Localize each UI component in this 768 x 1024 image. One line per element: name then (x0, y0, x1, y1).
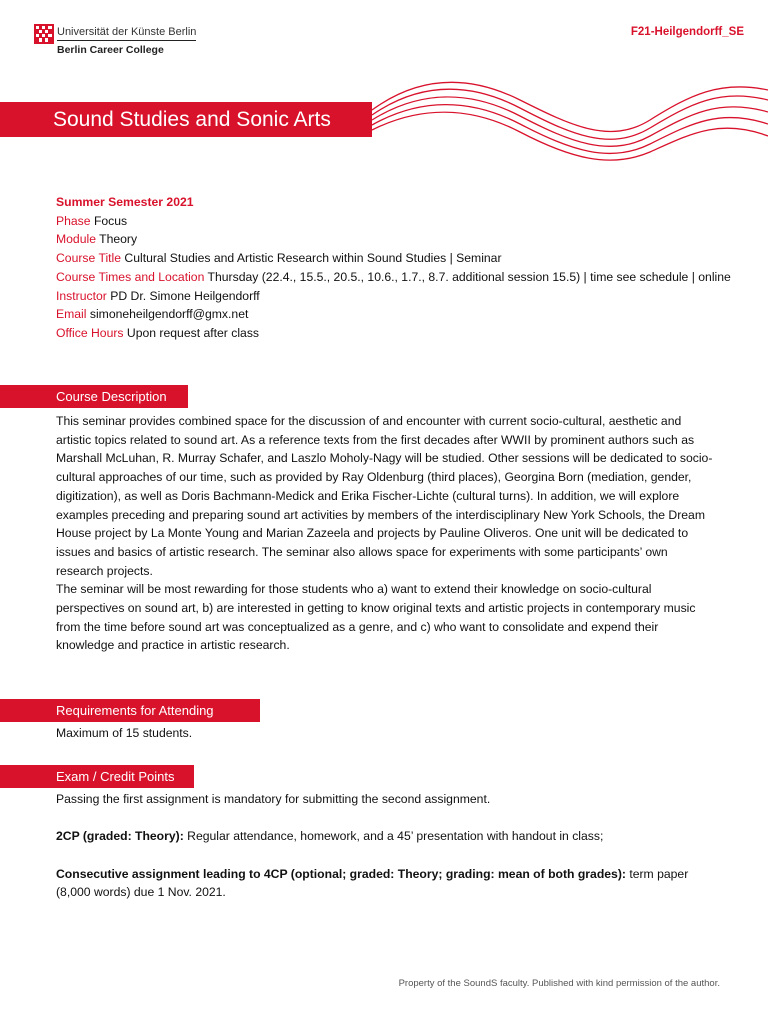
exam-2cp-text: Regular attendance, homework, and a 45’ presentation with handout in class; (183, 829, 604, 844)
info-row-email (56, 305, 736, 324)
page-title: Sound Studies and Sonic Arts (53, 108, 331, 131)
info-value: Theory (95, 232, 138, 247)
college-name: Berlin Career College (57, 44, 164, 56)
section-title: Requirements for Attending (56, 703, 214, 718)
section-title: Course Description (56, 389, 167, 404)
header-rule (57, 40, 196, 41)
exam-2cp (56, 827, 718, 846)
info-row-office-hours (56, 324, 736, 343)
info-label: Course Times and Location (56, 269, 205, 284)
description-paragraph: The seminar will be most rewarding for those students who a) want to extend their knowledge on socio-cultural perspectives on sound art, b) are interested in getting to know original texts and artistic projects in contemporary music from the time before sound art was conceptualized as a genre, and c) who want to consolidate and expend their knowledge and practice in artistic research. (56, 582, 696, 653)
info-value: PD Dr. Simone Heilgendorff (106, 288, 260, 303)
udk-logo-icon (34, 24, 54, 44)
exam-4cp (56, 865, 718, 902)
exam-4cp-label: Consecutive assignment leading to 4CP (optional; graded: Theory; grading: mean of both grades): (56, 866, 626, 881)
info-row-course-title (56, 249, 736, 268)
info-row-instructor (56, 287, 736, 306)
description-paragraph: This seminar provides combined space for the discussion of and encounter with current socio-cultural, aesthetic and artistic topics related to sound art. As a reference texts from the first decades after WWII by prominent authors such as Marshall McLuhan, R. Murray Schafer, and Laszlo Moholy-Nagy will be studied. Other sessions will be dedicated to socio-cultural approaches of our time, such as provided by Ray Oldenburg (third places), Georgina Born (mediation, gender, digitization), as well as Doris Bachmann-Medick and Erika Fischer-Lichte (cultural turns). In addition, we will explore examples preceding and preparing sound art activities by members of the interdisciplinary New York Schools, the Dream House project by La Monte Young and Marian Zazeela and projects by Pauline Oliveros. One unit will be dedicated to issues and basics of artistic research. The seminar also allows space for experiments with some participants’ own research projects. (56, 414, 713, 578)
section-title: Exam / Credit Points (56, 769, 175, 784)
info-value: Thursday (22.4., 15.5., 20.5., 10.6., 1.7., 8.7. additional session 15.5) | time see schedule | online (204, 269, 731, 284)
university-name: Universität der Künste Berlin (57, 26, 197, 38)
footer-note: Property of the SoundS faculty. Published with kind permission of the author. (398, 978, 720, 989)
info-row-module (56, 230, 736, 249)
exam-text (56, 790, 718, 902)
info-label: Instructor (56, 288, 107, 303)
info-value: Upon request after class (123, 325, 260, 340)
section-header-requirements (0, 699, 260, 722)
exam-2cp-label: 2CP (graded: Theory): (56, 829, 184, 844)
requirements-line: Maximum of 15 students. (56, 726, 193, 740)
exam-4cp-text: term paper (8,000 words) due 1 Nov. 2021. (56, 866, 689, 900)
info-value: Focus (90, 213, 128, 228)
info-label: Phase (56, 213, 91, 228)
info-label: Office Hours (56, 325, 124, 340)
info-value: Cultural Studies and Artistic Research within Sound Studies | Seminar (121, 251, 502, 266)
info-row-times (56, 268, 736, 287)
info-label: Email (56, 307, 87, 322)
exam-line: Passing the first assignment is mandatory for submitting the second assignment. (56, 792, 491, 806)
section-header-description (0, 385, 188, 408)
course-info (56, 193, 736, 343)
requirements-text (56, 724, 718, 743)
section-header-exam (0, 765, 194, 788)
semester: Summer Semester 2021 (56, 195, 194, 209)
email-value[interactable]: simoneheilgendorff@gmx.net (86, 307, 249, 322)
info-row-phase (56, 212, 736, 231)
document-id: F21-Heilgendorff_SE (630, 26, 744, 38)
course-description (56, 412, 718, 655)
info-label: Module (56, 232, 96, 247)
info-label: Course Title (56, 251, 122, 266)
